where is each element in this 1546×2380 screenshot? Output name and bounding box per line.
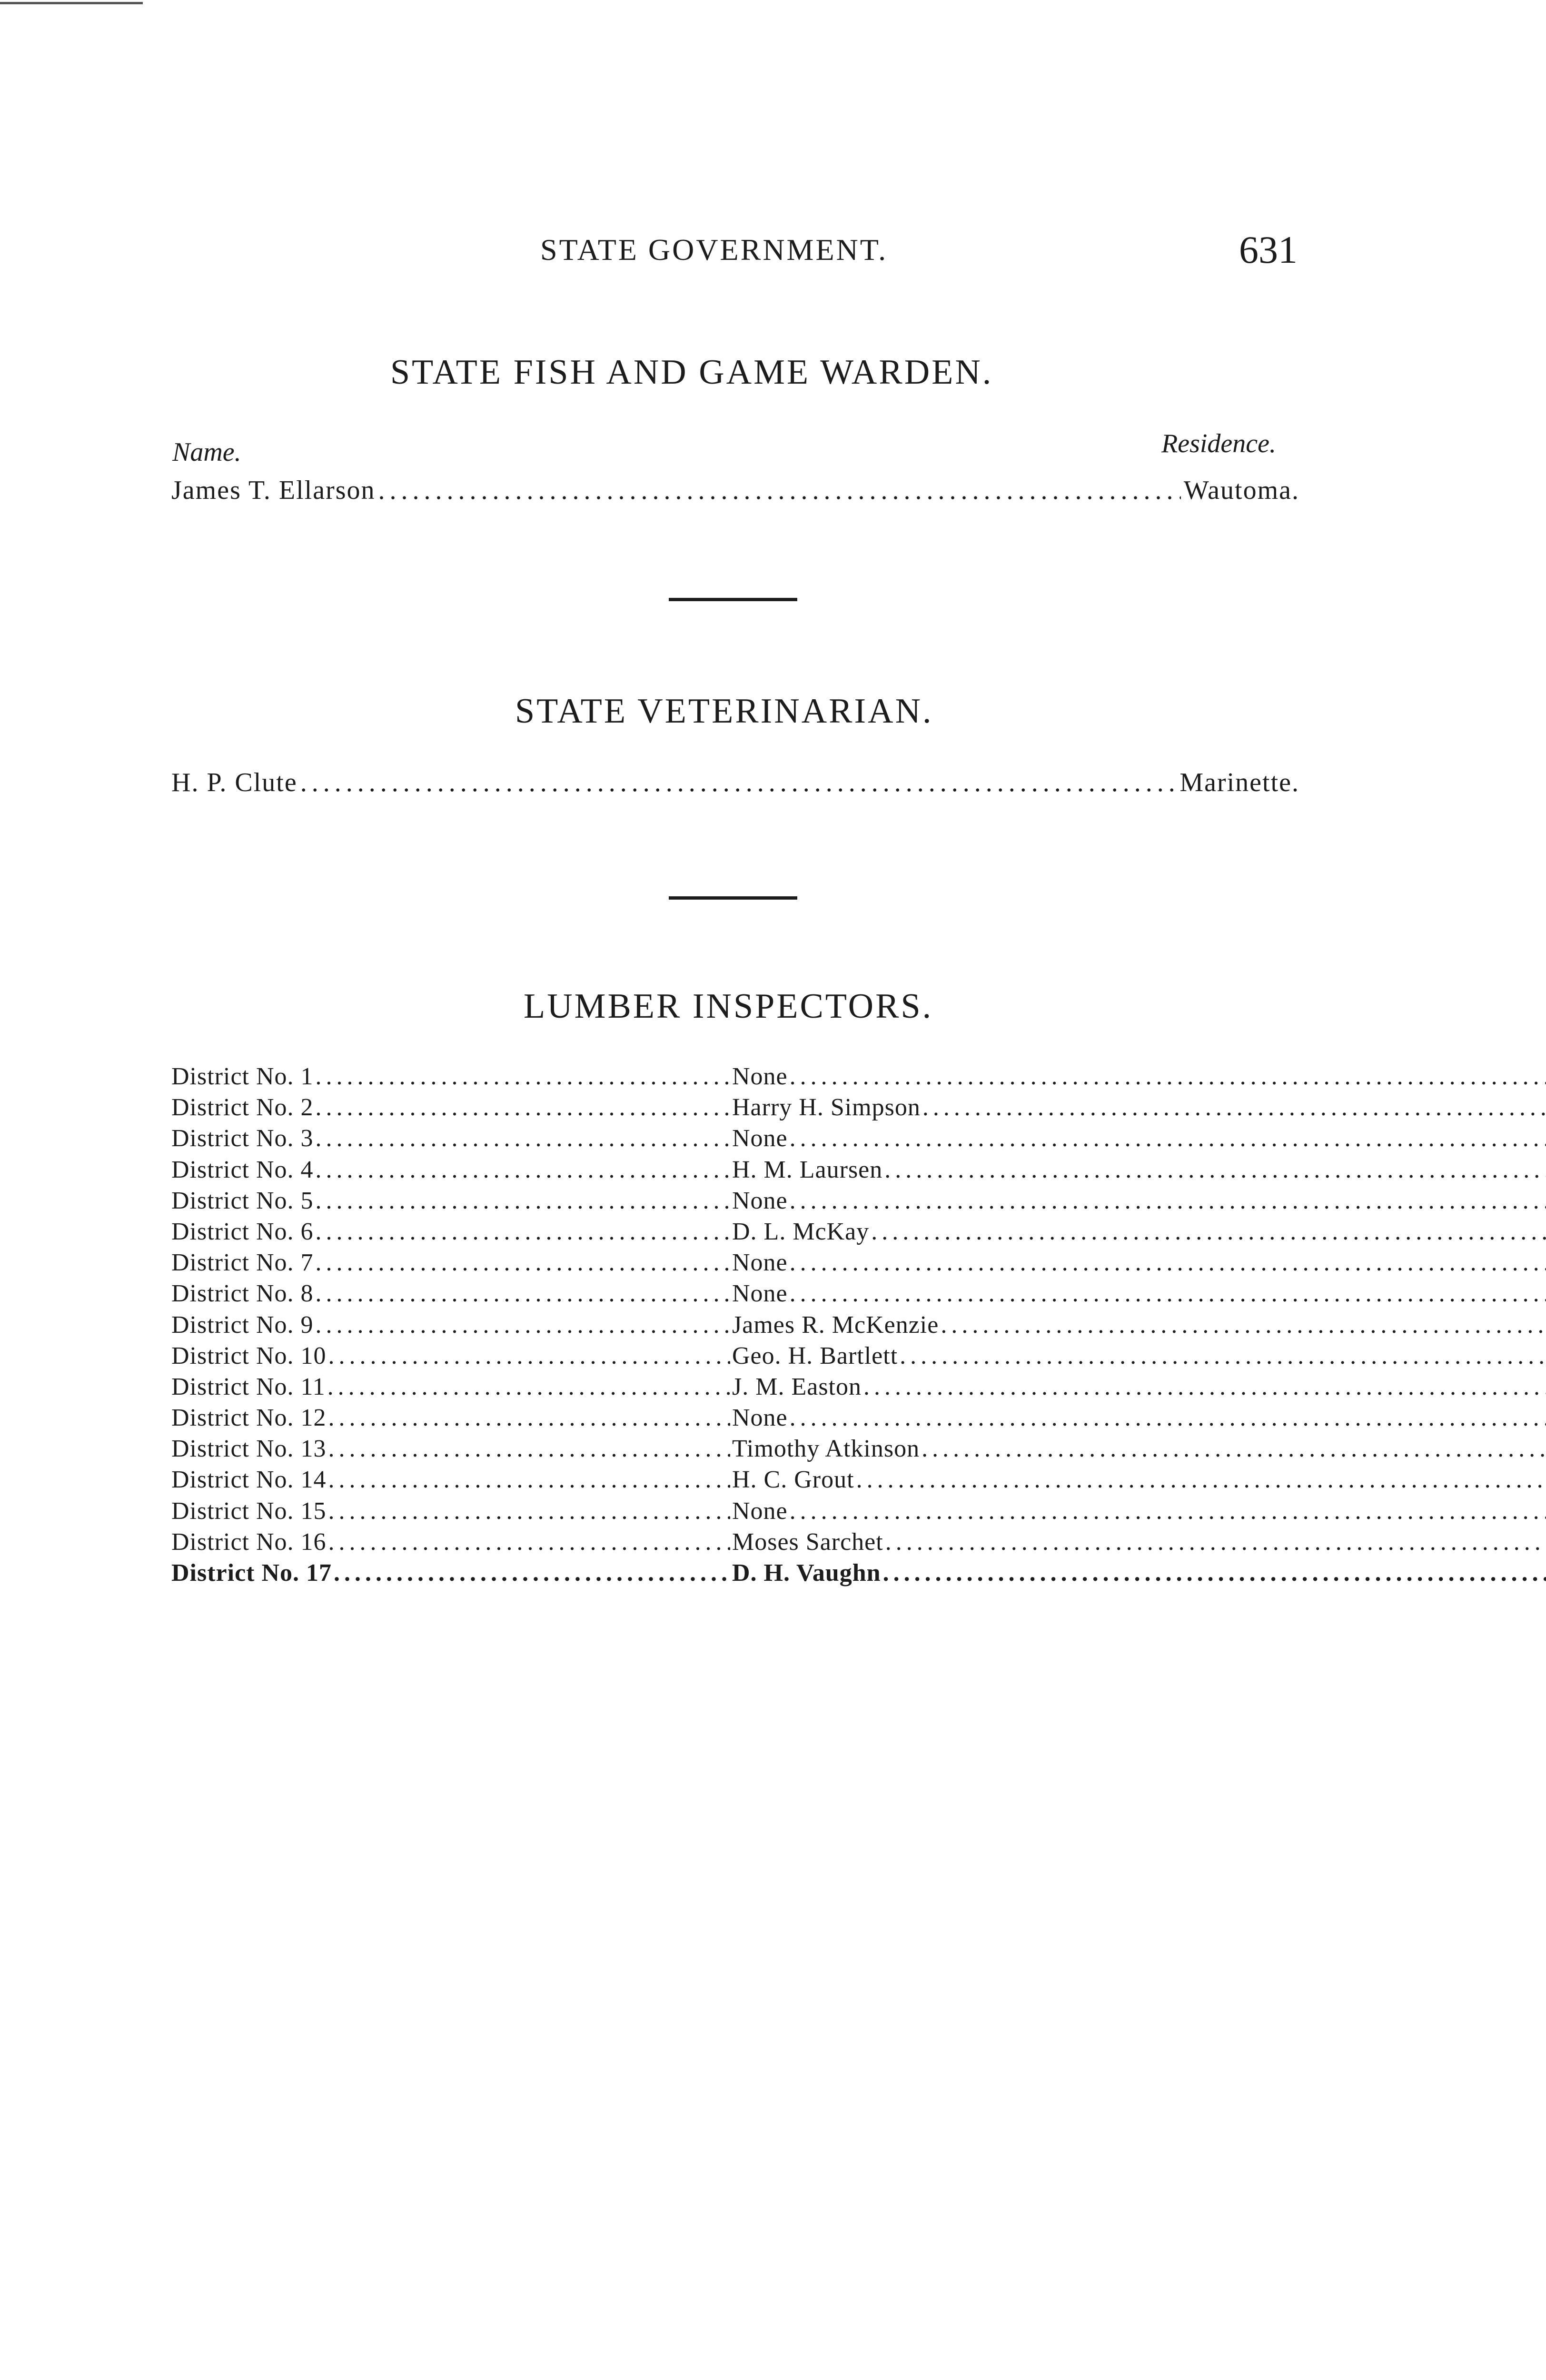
inspector-cell bbox=[732, 1249, 1546, 1277]
inspector-cell bbox=[732, 1404, 1546, 1432]
dot-leader bbox=[871, 1218, 1546, 1246]
district-label: District No. 2 bbox=[171, 1094, 314, 1121]
district-label: District No. 16 bbox=[171, 1528, 327, 1556]
inspector-row bbox=[171, 1342, 1299, 1373]
district-cell bbox=[171, 1156, 732, 1184]
inspector-name: D. L. McKay bbox=[732, 1218, 870, 1245]
dot-leader bbox=[316, 1062, 730, 1091]
district-label: District No. 10 bbox=[171, 1342, 327, 1369]
dot-leader bbox=[885, 1528, 1546, 1556]
inspector-name: H. C. Grout bbox=[732, 1466, 854, 1494]
district-label: District No. 9 bbox=[171, 1311, 314, 1339]
inspector-cell bbox=[732, 1279, 1546, 1308]
dot-leader bbox=[790, 1124, 1546, 1152]
dot-leader bbox=[300, 767, 1177, 798]
district-label: District No. 15 bbox=[171, 1497, 327, 1525]
district-cell bbox=[171, 1249, 732, 1277]
inspector-name: J. M. Easton bbox=[732, 1373, 862, 1400]
district-cell bbox=[171, 1187, 732, 1215]
district-label: District No. 17 bbox=[171, 1559, 332, 1587]
inspector-cell bbox=[732, 1093, 1546, 1121]
dot-leader bbox=[316, 1218, 730, 1246]
inspector-cell bbox=[732, 1342, 1546, 1370]
district-label: District No. 4 bbox=[171, 1156, 314, 1183]
dot-leader bbox=[790, 1249, 1546, 1277]
veterinarian-title: STATE VETERINARIAN. bbox=[515, 692, 933, 731]
dot-leader bbox=[328, 1342, 730, 1370]
district-label: District No. 5 bbox=[171, 1187, 314, 1214]
district-cell bbox=[171, 1466, 732, 1494]
district-cell bbox=[171, 1404, 732, 1432]
district-cell bbox=[171, 1559, 732, 1587]
inspector-row bbox=[171, 1466, 1299, 1497]
page-number: 631 bbox=[1239, 228, 1298, 271]
district-cell bbox=[171, 1435, 732, 1463]
veterinarian-residence: Marinette. bbox=[1179, 768, 1299, 797]
section-divider bbox=[669, 896, 797, 900]
inspector-row bbox=[171, 1187, 1299, 1218]
district-cell bbox=[171, 1124, 732, 1152]
dot-leader bbox=[316, 1093, 730, 1121]
inspector-cell bbox=[732, 1435, 1546, 1463]
district-cell bbox=[171, 1311, 732, 1339]
inspector-row bbox=[171, 1404, 1299, 1435]
inspector-row bbox=[171, 1156, 1299, 1187]
fish-game-warden-title: STATE FISH AND GAME WARDEN. bbox=[390, 353, 993, 392]
district-label: District No. 11 bbox=[171, 1373, 326, 1400]
inspector-cell bbox=[732, 1311, 1546, 1339]
dot-leader bbox=[316, 1124, 730, 1152]
inspector-name: None bbox=[732, 1063, 788, 1090]
inspector-name: Geo. H. Bartlett bbox=[732, 1342, 898, 1369]
dot-leader bbox=[941, 1311, 1546, 1339]
veterinarian-name: H. P. Clute bbox=[171, 768, 297, 797]
inspector-name: James R. McKenzie bbox=[732, 1311, 939, 1339]
district-cell bbox=[171, 1342, 732, 1370]
district-label: District No. 7 bbox=[171, 1249, 314, 1277]
district-label: District No. 8 bbox=[171, 1280, 314, 1308]
inspector-cell bbox=[732, 1528, 1546, 1556]
district-label: District No. 6 bbox=[171, 1218, 314, 1245]
dot-leader bbox=[316, 1279, 730, 1308]
running-title: STATE GOVERNMENT. bbox=[540, 233, 888, 267]
dot-leader bbox=[922, 1435, 1546, 1463]
inspector-cell bbox=[732, 1497, 1546, 1525]
dot-leader bbox=[328, 1404, 730, 1432]
inspector-cell bbox=[732, 1218, 1546, 1246]
top-edge-rule bbox=[0, 2, 143, 4]
section-divider bbox=[669, 598, 797, 601]
dot-leader bbox=[328, 1435, 730, 1463]
district-cell bbox=[171, 1373, 732, 1401]
district-label: District No. 13 bbox=[171, 1435, 327, 1463]
inspector-cell bbox=[732, 1124, 1546, 1152]
inspector-cell bbox=[732, 1156, 1546, 1184]
inspector-row bbox=[171, 1435, 1299, 1466]
inspector-row bbox=[171, 1373, 1299, 1404]
inspector-name: Moses Sarchet bbox=[732, 1528, 883, 1556]
inspector-row bbox=[171, 1124, 1299, 1155]
residence-column-label: Residence. bbox=[1161, 429, 1276, 458]
inspector-name: None bbox=[732, 1249, 788, 1277]
inspector-row bbox=[171, 1062, 1299, 1093]
dot-leader bbox=[790, 1062, 1546, 1091]
dot-leader bbox=[316, 1187, 730, 1215]
dot-leader bbox=[900, 1342, 1546, 1370]
inspector-row bbox=[171, 1311, 1299, 1342]
dot-leader bbox=[790, 1497, 1546, 1525]
name-column-label: Name. bbox=[172, 437, 241, 467]
inspector-name: Harry H. Simpson bbox=[732, 1094, 921, 1121]
inspector-name: None bbox=[732, 1280, 788, 1308]
inspector-name: None bbox=[732, 1187, 788, 1214]
inspector-cell bbox=[732, 1466, 1546, 1494]
inspector-name: None bbox=[732, 1404, 788, 1432]
inspector-row bbox=[171, 1093, 1299, 1124]
dot-leader bbox=[378, 475, 1181, 506]
dot-leader bbox=[316, 1249, 730, 1277]
inspector-cell bbox=[732, 1559, 1546, 1587]
inspector-name: None bbox=[732, 1497, 788, 1525]
inspector-name: H. M. Laursen bbox=[732, 1156, 883, 1183]
dot-leader bbox=[328, 1466, 730, 1494]
inspector-name: None bbox=[732, 1125, 788, 1152]
dot-leader bbox=[856, 1466, 1546, 1494]
warden-name: James T. Ellarson bbox=[171, 476, 376, 505]
inspector-name: Timothy Atkinson bbox=[732, 1435, 920, 1463]
dot-leader bbox=[790, 1404, 1546, 1432]
district-label: District No. 12 bbox=[171, 1404, 327, 1432]
dot-leader bbox=[328, 1497, 730, 1525]
warden-residence: Wautoma. bbox=[1183, 476, 1299, 505]
dot-leader bbox=[790, 1279, 1546, 1308]
district-cell bbox=[171, 1218, 732, 1246]
dot-leader bbox=[863, 1373, 1546, 1401]
dot-leader bbox=[884, 1156, 1546, 1184]
district-cell bbox=[171, 1062, 732, 1091]
inspector-row bbox=[171, 1218, 1299, 1249]
inspector-row bbox=[171, 1528, 1299, 1559]
dot-leader bbox=[328, 1528, 730, 1556]
dot-leader bbox=[922, 1093, 1546, 1121]
lumber-inspectors-title: LUMBER INSPECTORS. bbox=[524, 987, 933, 1026]
district-cell bbox=[171, 1279, 732, 1308]
district-label: District No. 3 bbox=[171, 1125, 314, 1152]
inspector-cell bbox=[732, 1373, 1546, 1401]
district-cell bbox=[171, 1093, 732, 1121]
fish-game-warden-entry bbox=[171, 475, 1299, 506]
dot-leader bbox=[316, 1156, 730, 1184]
inspector-cell bbox=[732, 1062, 1546, 1091]
dot-leader bbox=[327, 1373, 730, 1401]
inspector-row bbox=[171, 1279, 1299, 1310]
dot-leader bbox=[316, 1311, 730, 1339]
district-label: District No. 1 bbox=[171, 1063, 314, 1090]
lumber-inspectors-table bbox=[171, 1062, 1299, 1590]
inspector-name: D. H. Vaughn bbox=[732, 1559, 881, 1587]
inspector-cell bbox=[732, 1187, 1546, 1215]
inspector-row bbox=[171, 1559, 1299, 1590]
district-cell bbox=[171, 1528, 732, 1556]
veterinarian-entry bbox=[171, 767, 1299, 798]
dot-leader bbox=[883, 1559, 1546, 1587]
district-label: District No. 14 bbox=[171, 1466, 327, 1494]
inspector-row bbox=[171, 1249, 1299, 1279]
inspector-row bbox=[171, 1497, 1299, 1528]
district-cell bbox=[171, 1497, 732, 1525]
dot-leader bbox=[790, 1187, 1546, 1215]
dot-leader bbox=[334, 1559, 730, 1587]
